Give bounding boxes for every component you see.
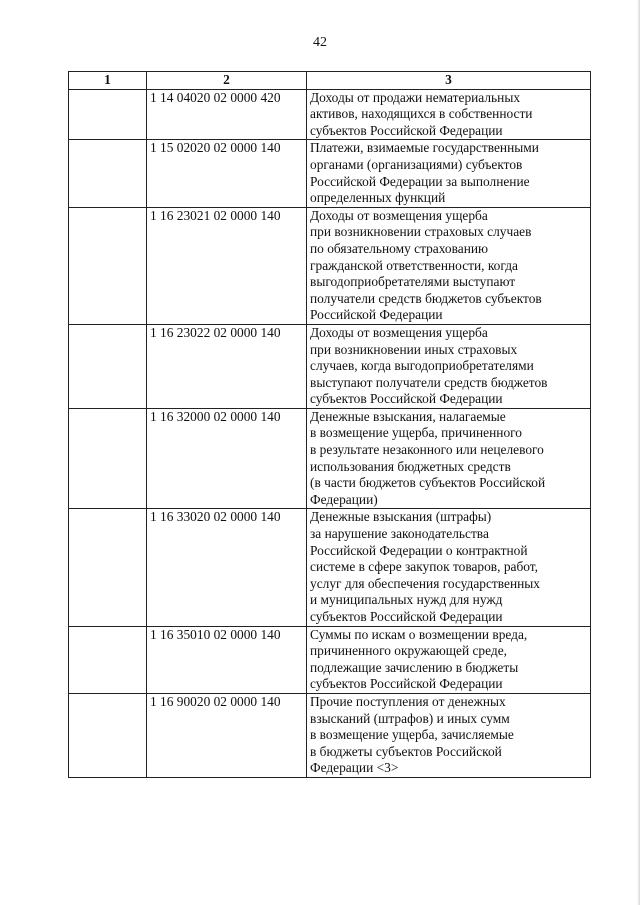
description-line: услуг для обеспечения государственных (310, 575, 540, 591)
budget-code: 1 14 04020 02 0000 420 (147, 89, 307, 140)
description-line: активов, находящихся в собственности (310, 106, 533, 122)
description-line: по обязательному страхованию (310, 240, 489, 256)
income-description (307, 626, 591, 693)
description-line: субъектов Российской Федерации (310, 676, 503, 692)
table-row (69, 140, 591, 207)
budget-code: 1 16 35010 02 0000 140 (147, 626, 307, 693)
empty-cell (69, 324, 147, 408)
table-row (69, 324, 591, 408)
description-line: выступают получатели средств бюджетов (310, 374, 548, 390)
description-line: при возникновении страховых случаев (310, 224, 532, 240)
budget-code: 1 16 23021 02 0000 140 (147, 207, 307, 324)
description-line: Федерации <3> (310, 760, 399, 776)
table-row (69, 207, 591, 324)
empty-cell (69, 140, 147, 207)
budget-codes-table (68, 71, 591, 778)
description-line: Доходы от возмещения ущерба (310, 324, 488, 340)
table-row (69, 509, 591, 626)
description-line: случаев, когда выгодоприобретателями (310, 358, 534, 374)
empty-cell (69, 693, 147, 777)
income-description (307, 408, 591, 509)
description-line: субъектов Российской Федерации (310, 122, 503, 138)
table-row (69, 408, 591, 509)
header-row (69, 72, 591, 90)
budget-code: 1 16 23022 02 0000 140 (147, 324, 307, 408)
description-line: выгодоприобретателями выступают (310, 274, 516, 290)
description-line: определенных функций (310, 190, 446, 206)
budget-code: 1 15 02020 02 0000 140 (147, 140, 307, 207)
table-row (69, 626, 591, 693)
page-number: 42 (313, 35, 327, 50)
empty-cell (69, 207, 147, 324)
description-line: при возникновении иных страховых (310, 341, 518, 357)
description-line: Федерации) (310, 491, 378, 507)
description-line: за нарушение законодательства (310, 526, 489, 542)
description-line: (в части бюджетов субъектов Российской (310, 475, 546, 491)
table-row (69, 89, 591, 140)
description-line: использования бюджетных средств (310, 458, 511, 474)
description-line: Суммы по искам о возмещении вреда, (310, 626, 528, 642)
description-line: подлежащие зачислению в бюджеты (310, 659, 519, 675)
description-line: в возмещение ущерба, причиненного (310, 425, 523, 441)
description-line: и муниципальных нужд для нужд (310, 592, 503, 608)
empty-cell (69, 408, 147, 509)
description-line: Российской Федерации (310, 307, 443, 323)
description-line: Доходы от продажи нематериальных (310, 89, 521, 105)
income-description (307, 140, 591, 207)
description-line: субъектов Российской Федерации (310, 609, 503, 624)
table-body (69, 89, 591, 777)
income-description (307, 509, 591, 626)
budget-code: 1 16 90020 02 0000 140 (147, 693, 307, 777)
description-line: Российской Федерации о контрактной (310, 542, 528, 558)
budget-code: 1 16 33020 02 0000 140 (147, 509, 307, 626)
description-line: системе в сфере закупок товаров, работ, (310, 559, 538, 575)
description-line: Денежные взыскания, налагаемые (310, 408, 506, 424)
description-line: гражданской ответственности, когда (310, 257, 518, 273)
description-line: Российской Федерации за выполнение (310, 173, 530, 189)
description-line: органами (организациями) субъектов (310, 156, 523, 172)
income-description (307, 693, 591, 777)
description-line: Денежные взыскания (штрафы) (310, 509, 492, 525)
income-description (307, 207, 591, 324)
table-row (69, 693, 591, 777)
description-line: в результате незаконного или нецелевого (310, 442, 544, 458)
description-line: в бюджеты субъектов Российской (310, 743, 502, 759)
description-line: Платежи, взимаемые государственными (310, 140, 539, 156)
table-header (69, 72, 591, 90)
description-line: субъектов Российской Федерации (310, 391, 503, 407)
income-description (307, 89, 591, 140)
description-line: Прочие поступления от денежных (310, 693, 506, 709)
column-header-3: 3 (307, 72, 591, 90)
income-description (307, 324, 591, 408)
description-line: взысканий (штрафов) и иных сумм (310, 710, 510, 726)
description-line: получатели средств бюджетов субъектов (310, 290, 542, 306)
empty-cell (69, 509, 147, 626)
description-line: Доходы от возмещения ущерба (310, 207, 488, 223)
description-line: причиненного окружающей среде, (310, 643, 507, 659)
column-header-1: 1 (69, 72, 147, 90)
budget-code: 1 16 32000 02 0000 140 (147, 408, 307, 509)
description-line: в возмещение ущерба, зачисляемые (310, 727, 514, 743)
empty-cell (69, 89, 147, 140)
empty-cell (69, 626, 147, 693)
column-header-2: 2 (147, 72, 307, 90)
